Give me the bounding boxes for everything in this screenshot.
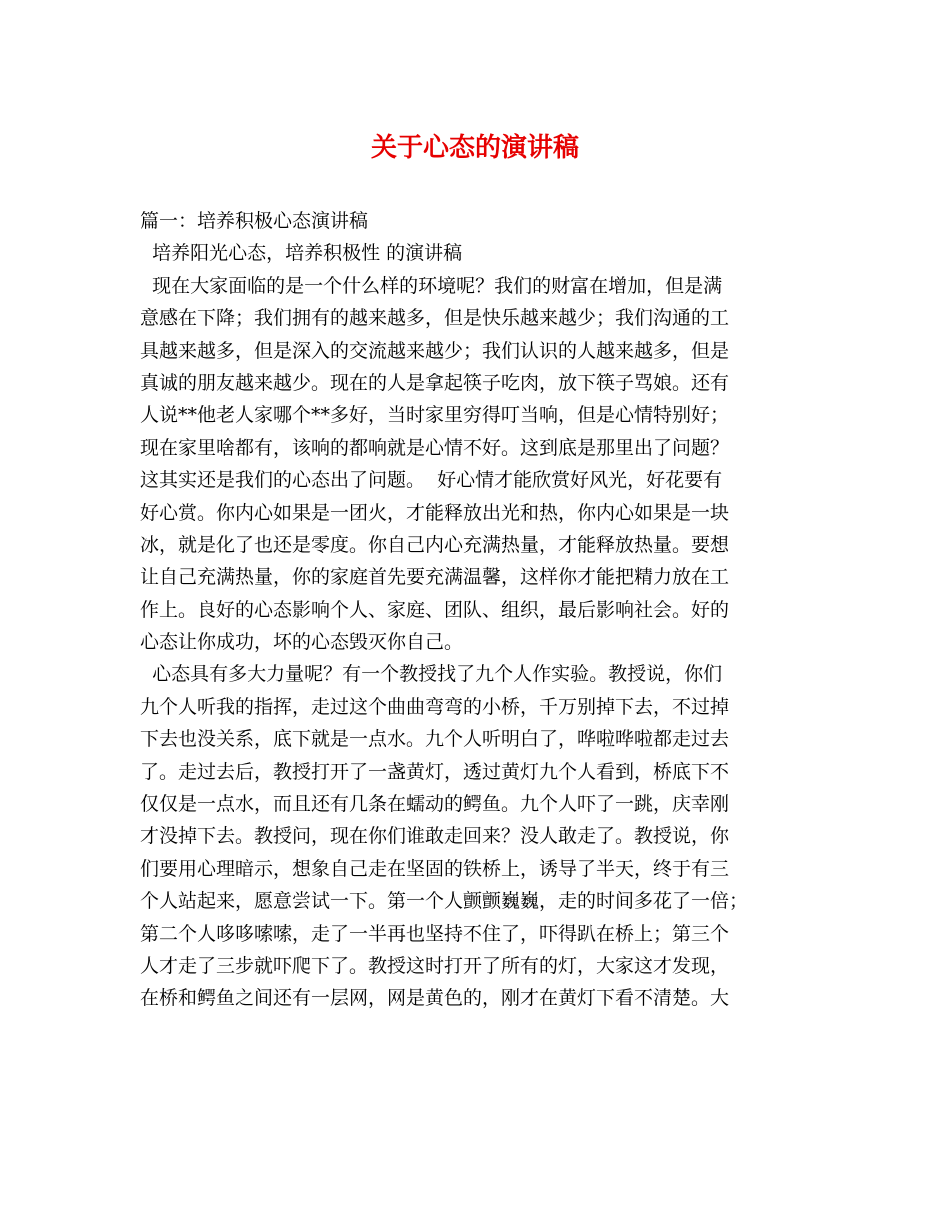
body-line: 人说**他老人家哪个**多好，当时家里穷得叮当响，但是心情特别好； (140, 404, 730, 427)
body-line: 培养阳光心态，培养积极性 的演讲稿 (140, 242, 463, 265)
body-line: 们要用心理暗示，想象自己走在坚固的铁桥上，诱导了半天，终于有三 (140, 857, 730, 880)
body-line: 心态具有多大力量呢？有一个教授找了九个人作实验。教授说，你们 (140, 663, 723, 686)
body-line: 第二个人哆哆嗦嗦，走了一半再也坚持不住了，吓得趴在桥上；第三个 (140, 922, 730, 945)
body-line: 具越来越多，但是深入的交流越来越少；我们认识的人越来越多，但是 (140, 339, 730, 362)
body-line: 这其实还是我们的心态出了问题。 好心情才能欣赏好风光，好花要有 (140, 469, 723, 492)
body-line: 才没掉下去。教授问，现在你们谁敢走回来？没人敢走了。教授说，你 (140, 825, 730, 848)
body-line: 篇一：培养积极心态演讲稿 (140, 210, 369, 232)
body-line: 仅仅是一点水，而且还有几条在蠕动的鳄鱼。九个人吓了一跳，庆幸刚 (140, 793, 730, 816)
body-line: 现在大家面临的是一个什么样的环境呢？我们的财富在增加，但是满 (140, 274, 723, 297)
document-body (140, 205, 820, 1015)
body-line: 个人站起来，愿意尝试一下。第一个人颤颤巍巍，走的时间多花了一倍； (140, 890, 749, 913)
body-line: 现在家里啥都有，该响的都响就是心情不好。这到底是那里出了问题？ (140, 436, 730, 459)
body-line: 九个人听我的指挥，走过这个曲曲弯弯的小桥，千万别掉下去，不过掉 (140, 695, 730, 718)
body-line: 冰，就是化了也还是零度。你自己内心充满热量，才能释放热量。要想 (140, 533, 730, 556)
body-line: 下去也没关系，底下就是一点水。九个人听明白了，哗啦哗啦都走过去 (140, 728, 730, 751)
body-line: 作上。良好的心态影响个人、家庭、团队、组织，最后影响社会。好的 (140, 598, 730, 621)
body-line: 在桥和鳄鱼之间还有一层网，网是黄色的，刚才在黄灯下看不清楚。大 (140, 987, 730, 1010)
body-line: 真诚的朋友越来越少。现在的人是拿起筷子吃肉，放下筷子骂娘。还有 (140, 371, 730, 394)
body-line: 意感在下降；我们拥有的越来越多，但是快乐越来越少；我们沟通的工 (140, 307, 730, 330)
body-line: 了。走过去后，教授打开了一盏黄灯，透过黄灯九个人看到，桥底下不 (140, 760, 730, 783)
body-line: 好心赏。你内心如果是一团火，才能释放出光和热，你内心如果是一块 (140, 501, 730, 524)
document-title: 关于心态的演讲稿 (370, 133, 579, 163)
body-line: 让自己充满热量，你的家庭首先要充满温馨，这样你才能把精力放在工 (140, 566, 730, 589)
body-line: 人才走了三步就吓爬下了。教授这时打开了所有的灯，大家这才发现， (140, 954, 730, 977)
body-line: 心态让你成功，坏的心态毁灭你自己。 (140, 631, 464, 654)
